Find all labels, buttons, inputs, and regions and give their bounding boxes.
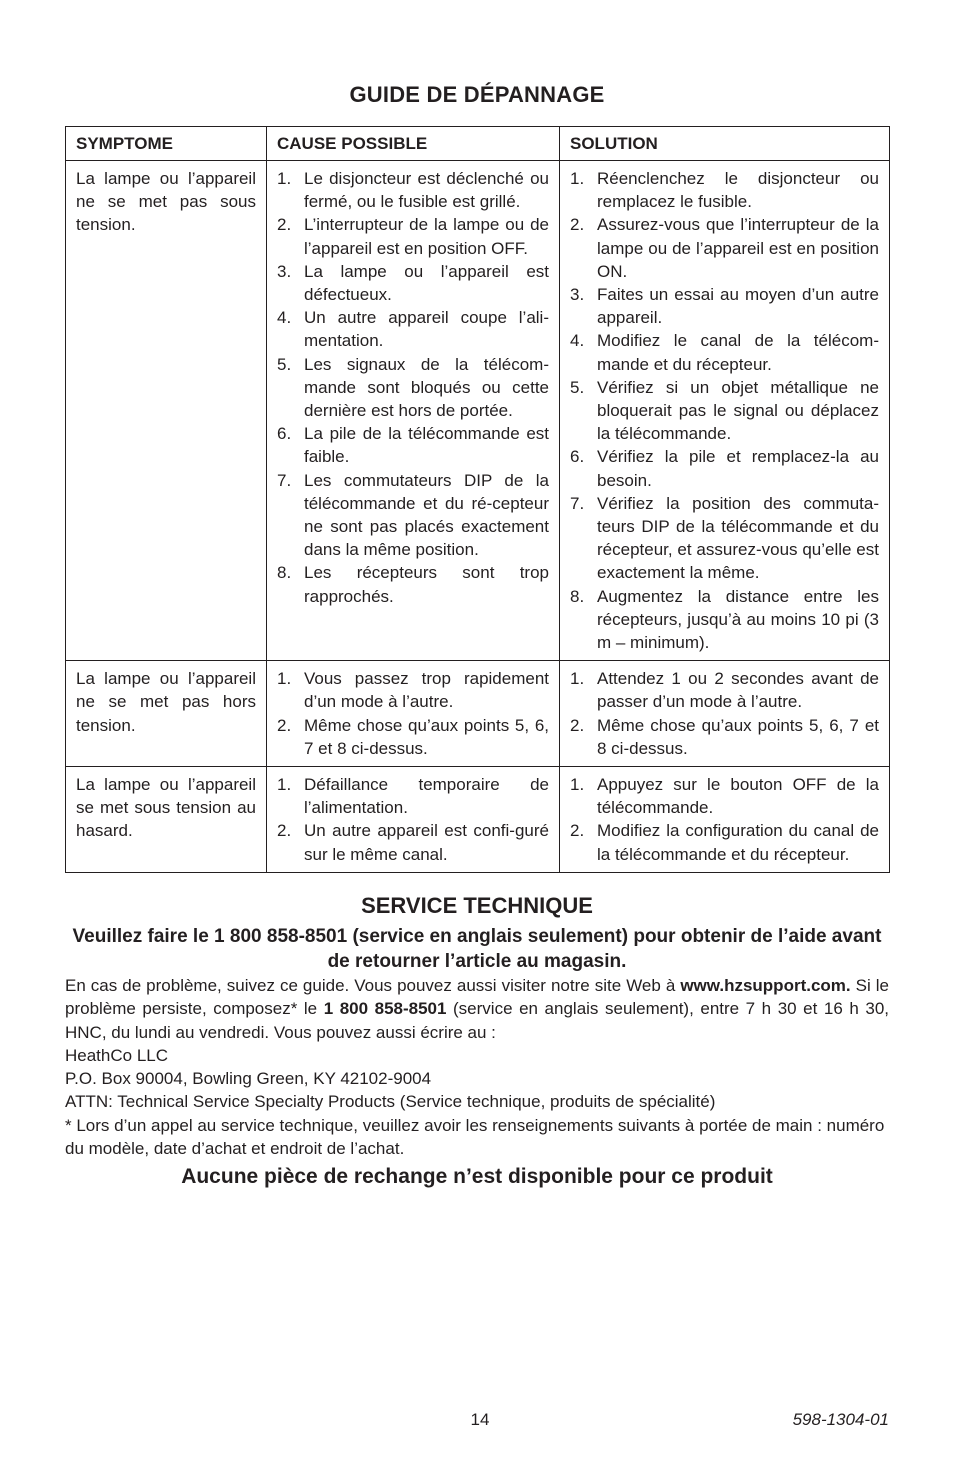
cause-list xyxy=(277,773,549,866)
list-item: 1. Défaillance temporaire de l’alimentation. xyxy=(277,775,549,818)
header-solution: SOLUTION xyxy=(560,127,890,161)
page-number: 14 xyxy=(470,1410,490,1429)
list-item: 5. Les signaux de la télécom-mande sont bloqués ou cette dernière est hors de portée. xyxy=(277,354,549,421)
list-item: 1. Le disjoncteur est déclenché ou fermé, ou le fusible est grillé. xyxy=(277,169,549,212)
cause-cell xyxy=(267,161,560,661)
troubleshooting-table xyxy=(65,126,890,873)
symptom-cell: La lampe ou l’appareil se met sous tension au hasard. xyxy=(66,767,267,873)
list-item: 7. Vérifiez la position des commuta-teurs DIP de la télécommande et du récepteur, et assurez-vous qu’elle est exactement la même. xyxy=(570,493,879,583)
table-row xyxy=(66,767,890,873)
website-link[interactable]: www.hzsupport.com. xyxy=(680,976,851,995)
service-footnote: * Lors d’un appel au service technique, veuillez avoir les renseignements suivants à portée de main : numéro du modèle, date d’achat et endroit de l’achat. xyxy=(65,1115,885,1159)
table-header-row xyxy=(66,127,890,161)
address-company: HeathCo LLC xyxy=(65,1045,169,1065)
list-item: 7. Les commutateurs DIP de la télécommande et du ré-cepteur ne sont pas placés exactement dans la même position. xyxy=(277,470,549,560)
list-item: 3. La lampe ou l’appareil est défectueux. xyxy=(277,261,549,305)
solution-cell xyxy=(560,161,890,661)
list-item: 1. Vous passez trop rapidement d’un mode à l’autre. xyxy=(277,669,549,712)
parts-note: Aucune pièce de rechange n’est disponible pour ce produit xyxy=(181,1165,773,1188)
phone-number: 1 800 858-8501 xyxy=(323,999,447,1019)
list-item: 8. Les récepteurs sont trop rapprochés. xyxy=(277,563,549,606)
list-item: 4. Un autre appareil coupe l’ali-mentation. xyxy=(277,308,549,351)
header-symptom: SYMPTOME xyxy=(66,127,267,161)
header-cause: CAUSE POSSIBLE xyxy=(267,127,560,161)
list-item: 2. Un autre appareil est confi-guré sur le même canal. xyxy=(277,821,549,864)
list-item: 4. Modifiez le canal de la télécom-mande et du récepteur. xyxy=(570,331,879,374)
list-item: 6. Vérifiez la pile et remplacez-la au besoin. xyxy=(570,447,879,490)
solution-cell xyxy=(560,661,890,767)
list-item: 2. Modifiez la configuration du canal de la télécommande et du récepteur. xyxy=(570,821,879,864)
list-item: 2. L’interrupteur de la lampe ou de l’appareil est en position OFF. xyxy=(277,215,549,258)
list-item: 5. Vérifiez si un objet métallique ne bloquerait pas le signal ou déplacez la télécommande. xyxy=(570,377,879,444)
service-intro: En cas de problème, suivez ce guide. Vous pouvez aussi visiter notre site Web à www.hzsupport.com. Si le problème persiste, composez* le 1 800 858-8501 (service en anglais seulement), entre 7 h 30 et 16 h 30, HNC, du lundi au vendredi. Vous pouvez aussi écrire au : xyxy=(65,976,890,1042)
address-po-box: P.O. Box 90004, Bowling Green, KY 42102-9004 xyxy=(65,1069,432,1089)
list-item: 8. Augmentez la distance entre les récepteurs, jusqu’à au moins 10 pi (3 m – minimum). xyxy=(570,586,879,653)
table-row xyxy=(66,161,890,661)
cause-list xyxy=(277,167,549,608)
solution-list xyxy=(570,167,879,654)
address-attn: ATTN: Technical Service Specialty Products (Service technique, produits de spécialité) xyxy=(65,1092,716,1112)
symptom-cell: La lampe ou l’appareil ne se met pas sous tension. xyxy=(66,161,267,661)
list-item: 6. La pile de la télécommande est faible. xyxy=(277,424,549,467)
page-title: GUIDE DE DÉPANNAGE xyxy=(349,82,605,107)
cause-list xyxy=(277,667,549,760)
cause-cell xyxy=(267,767,560,873)
list-item: 2. Assurez-vous que l’interrupteur de la lampe ou de l’appareil est en position ON. xyxy=(570,215,879,281)
service-heading: SERVICE TECHNIQUE xyxy=(361,893,593,918)
list-item: 2. Même chose qu’aux points 5, 6, 7 et 8 ci-dessus. xyxy=(570,715,879,758)
list-item: 2. Même chose qu’aux points 5, 6, 7 et 8 ci-dessus. xyxy=(277,715,549,758)
symptom-cell: La lampe ou l’appareil ne se met pas hors tension. xyxy=(66,661,267,767)
list-item: 1. Attendez 1 ou 2 secondes avant de passer d’un mode à l’autre. xyxy=(570,669,879,712)
service-body xyxy=(65,974,889,1160)
solution-cell xyxy=(560,767,890,873)
list-item: 3. Faites un essai au moyen d’un autre appareil. xyxy=(570,285,879,328)
document-code: 598-1304-01 xyxy=(792,1410,889,1429)
table-row xyxy=(66,661,890,767)
list-item: 1. Réenclenchez le disjoncteur ou remplacez le fusible. xyxy=(570,169,879,212)
solution-list xyxy=(570,773,879,866)
service-callout: Veuillez faire le 1 800 858-8501 (service en anglais seulement) pour obtenir de l’aide avant de retourner l’article au magasin. xyxy=(72,926,882,972)
cause-cell xyxy=(267,661,560,767)
list-item: 1. Appuyez sur le bouton OFF de la télécommande. xyxy=(570,775,879,818)
solution-list xyxy=(570,667,879,760)
